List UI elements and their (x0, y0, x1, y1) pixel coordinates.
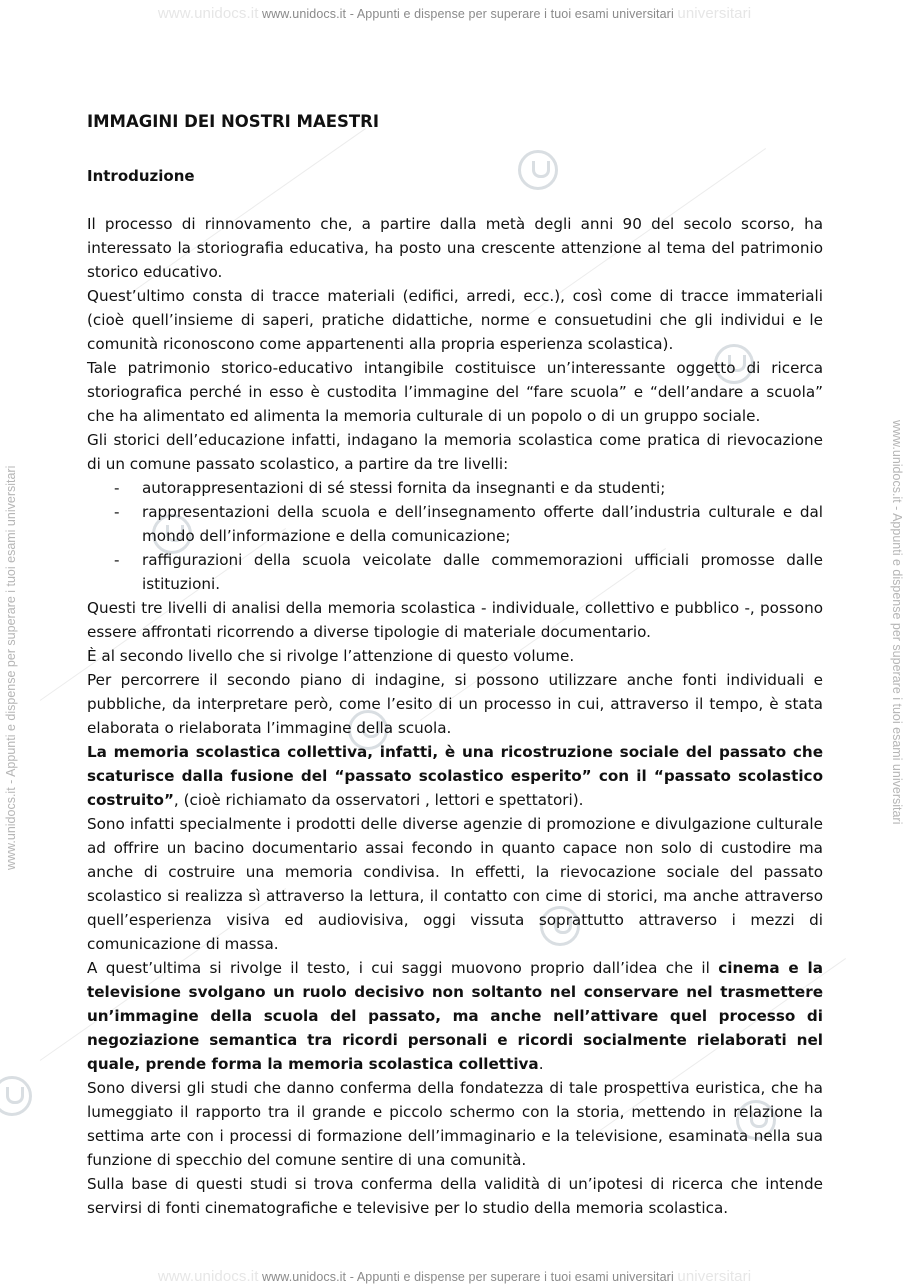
watermark-banner-top (0, 5, 909, 22)
paragraph: Tale patrimonio storico-educativo intangibile costituisce un’interessante oggetto di ricerca storiografica perché in esso è custodita l’immagine del “fare scuola” e “dell’andare a scuola” che ha alimentato ed alimenta la memoria culturale di un popolo o di un gruppo sociale. (87, 359, 823, 425)
list-item (87, 476, 823, 500)
paragraph: È al secondo livello che si rivolge l’attenzione di questo volume. (87, 647, 575, 665)
levels-list (87, 476, 823, 596)
watermark-ghost-right: universitari (677, 1268, 752, 1285)
paragraph: Sono diversi gli studi che danno conferma della fondatezza di tale prospettiva euristica, che ha lumeggiato il rapporto tra il grande e piccolo schermo con la storia, mettendo in relazione la settima arte con i processi di formazione dell’immaginario e la televisione, esaminata nella sua funzione di specchio del comune sentire di una comunità. (87, 1079, 823, 1169)
paragraph: Sono infatti specialmente i prodotti delle diverse agenzie di promozione e divulgazione culturale ad offrire un bacino documentario assai fecondo in quanto capace non solo di custodire ma anche di costruire una memoria condivisa. In effetti, la rievocazione sociale del passato scolastico si realizza sì attraverso la lettura, il contatto con cime di storici, ma anche attraverso quell’esperienza visiva ed audiovisiva, oggi vissuta soprattutto attraverso i mezzi di comunicazione di massa. (87, 815, 823, 953)
document-body (87, 110, 823, 1220)
paragraph: Per percorrere il secondo piano di indagine, si possono utilizzare anche fonti individuali e pubbliche, da interpretare però, come l’esito di un processo in cui, attraverso il tempo, è stata elaborata o rielaborata l’immagine della scuola. (87, 671, 823, 737)
watermark-banner-text: www.unidocs.it - Appunti e dispense per superare i tuoi esami universitari (262, 7, 674, 21)
list-marker: - (114, 479, 120, 497)
list-marker: - (114, 503, 120, 521)
list-item (87, 500, 823, 548)
bold-text: La memoria scolastica collettiva, infatti, è una ricostruzione sociale del passato che scaturisce dalla fusione del “passato scolastico esperito” con il “passato scolastico costruito” (87, 743, 823, 809)
paragraph: Questi tre livelli di analisi della memoria scolastica - individuale, collettivo e pubblico -, possono essere affrontati ricorrendo a diverse tipologie di materiale documentario. (87, 599, 823, 641)
watermark-side-right: www.unidocs.it - Appunti e dispense per superare i tuoi esami universitari (890, 420, 904, 825)
list-item (87, 548, 823, 596)
paragraph: Quest’ultimo consta di tracce materiali (edifici, arredi, ecc.), così come di tracce immateriali (cioè quell’insieme di saperi, pratiche didattiche, norme e consuetudini che gli individui e le comunità riconoscono come appartenenti alla propria esperienza scolastica). (87, 287, 823, 353)
paragraph-text: A quest’ultima si rivolge il testo, i cui saggi muovono proprio dall’idea che il (87, 959, 719, 977)
paragraph (87, 740, 823, 812)
watermark-banner-text: www.unidocs.it - Appunti e dispense per superare i tuoi esami universitari (262, 1270, 674, 1284)
watermark-ghost-left: www.unidocs.it (157, 1268, 259, 1285)
paragraph: Sulla base di questi studi si trova conferma della validità di un’ipotesi di ricerca che intende servirsi di fonti cinematografiche e televisive per lo studio della memoria scolastica. (87, 1175, 823, 1217)
bold-text: cinema e la televisione svolgano un ruolo decisivo non soltanto nel conservare nel trasmettere un’immagine della scuola del passato, ma anche nell’attivare quel processo di negoziazione semantica tra ricordi personali e ricordi socialmente rielaborati nel quale, prende forma la memoria scolastica collettiva (87, 959, 823, 1073)
list-item-text: autorappresentazioni di sé stessi fornita da insegnanti e da studenti; (142, 479, 666, 497)
paragraph: Il processo di rinnovamento che, a partire dalla metà degli anni 90 del secolo scorso, ha interessato la storiografia educativa, ha posto una crescente attenzione al tema del patrimonio storico educativo. (87, 215, 823, 281)
paragraph-text: , (cioè richiamato da osservatori , lettori e spettatori). (173, 791, 584, 809)
paragraph (87, 956, 823, 1076)
list-item-text: raffigurazioni della scuola veicolate dalle commemorazioni ufficiali promosse dalle istituzioni. (142, 551, 823, 593)
list-marker: - (114, 551, 120, 569)
paragraph-text: . (538, 1055, 544, 1073)
watermark-banner-bottom (0, 1268, 909, 1285)
section-heading: Introduzione (87, 167, 195, 185)
unidocs-logo-icon (0, 1076, 32, 1116)
watermark-ghost-left: www.unidocs.it (157, 5, 259, 22)
watermark-ghost-right: universitari (677, 5, 752, 22)
paragraph: Gli storici dell’educazione infatti, indagano la memoria scolastica come pratica di rievocazione di un comune passato scolastico, a partire da tre livelli: (87, 431, 823, 473)
list-item-text: rappresentazioni della scuola e dell’insegnamento offerte dall’industria culturale e dal mondo dell’informazione e della comunicazione; (142, 503, 823, 545)
watermark-side-left: www.unidocs.it - Appunti e dispense per superare i tuoi esami universitari (4, 465, 18, 870)
document-title: IMMAGINI DEI NOSTRI MAESTRI (87, 112, 379, 131)
